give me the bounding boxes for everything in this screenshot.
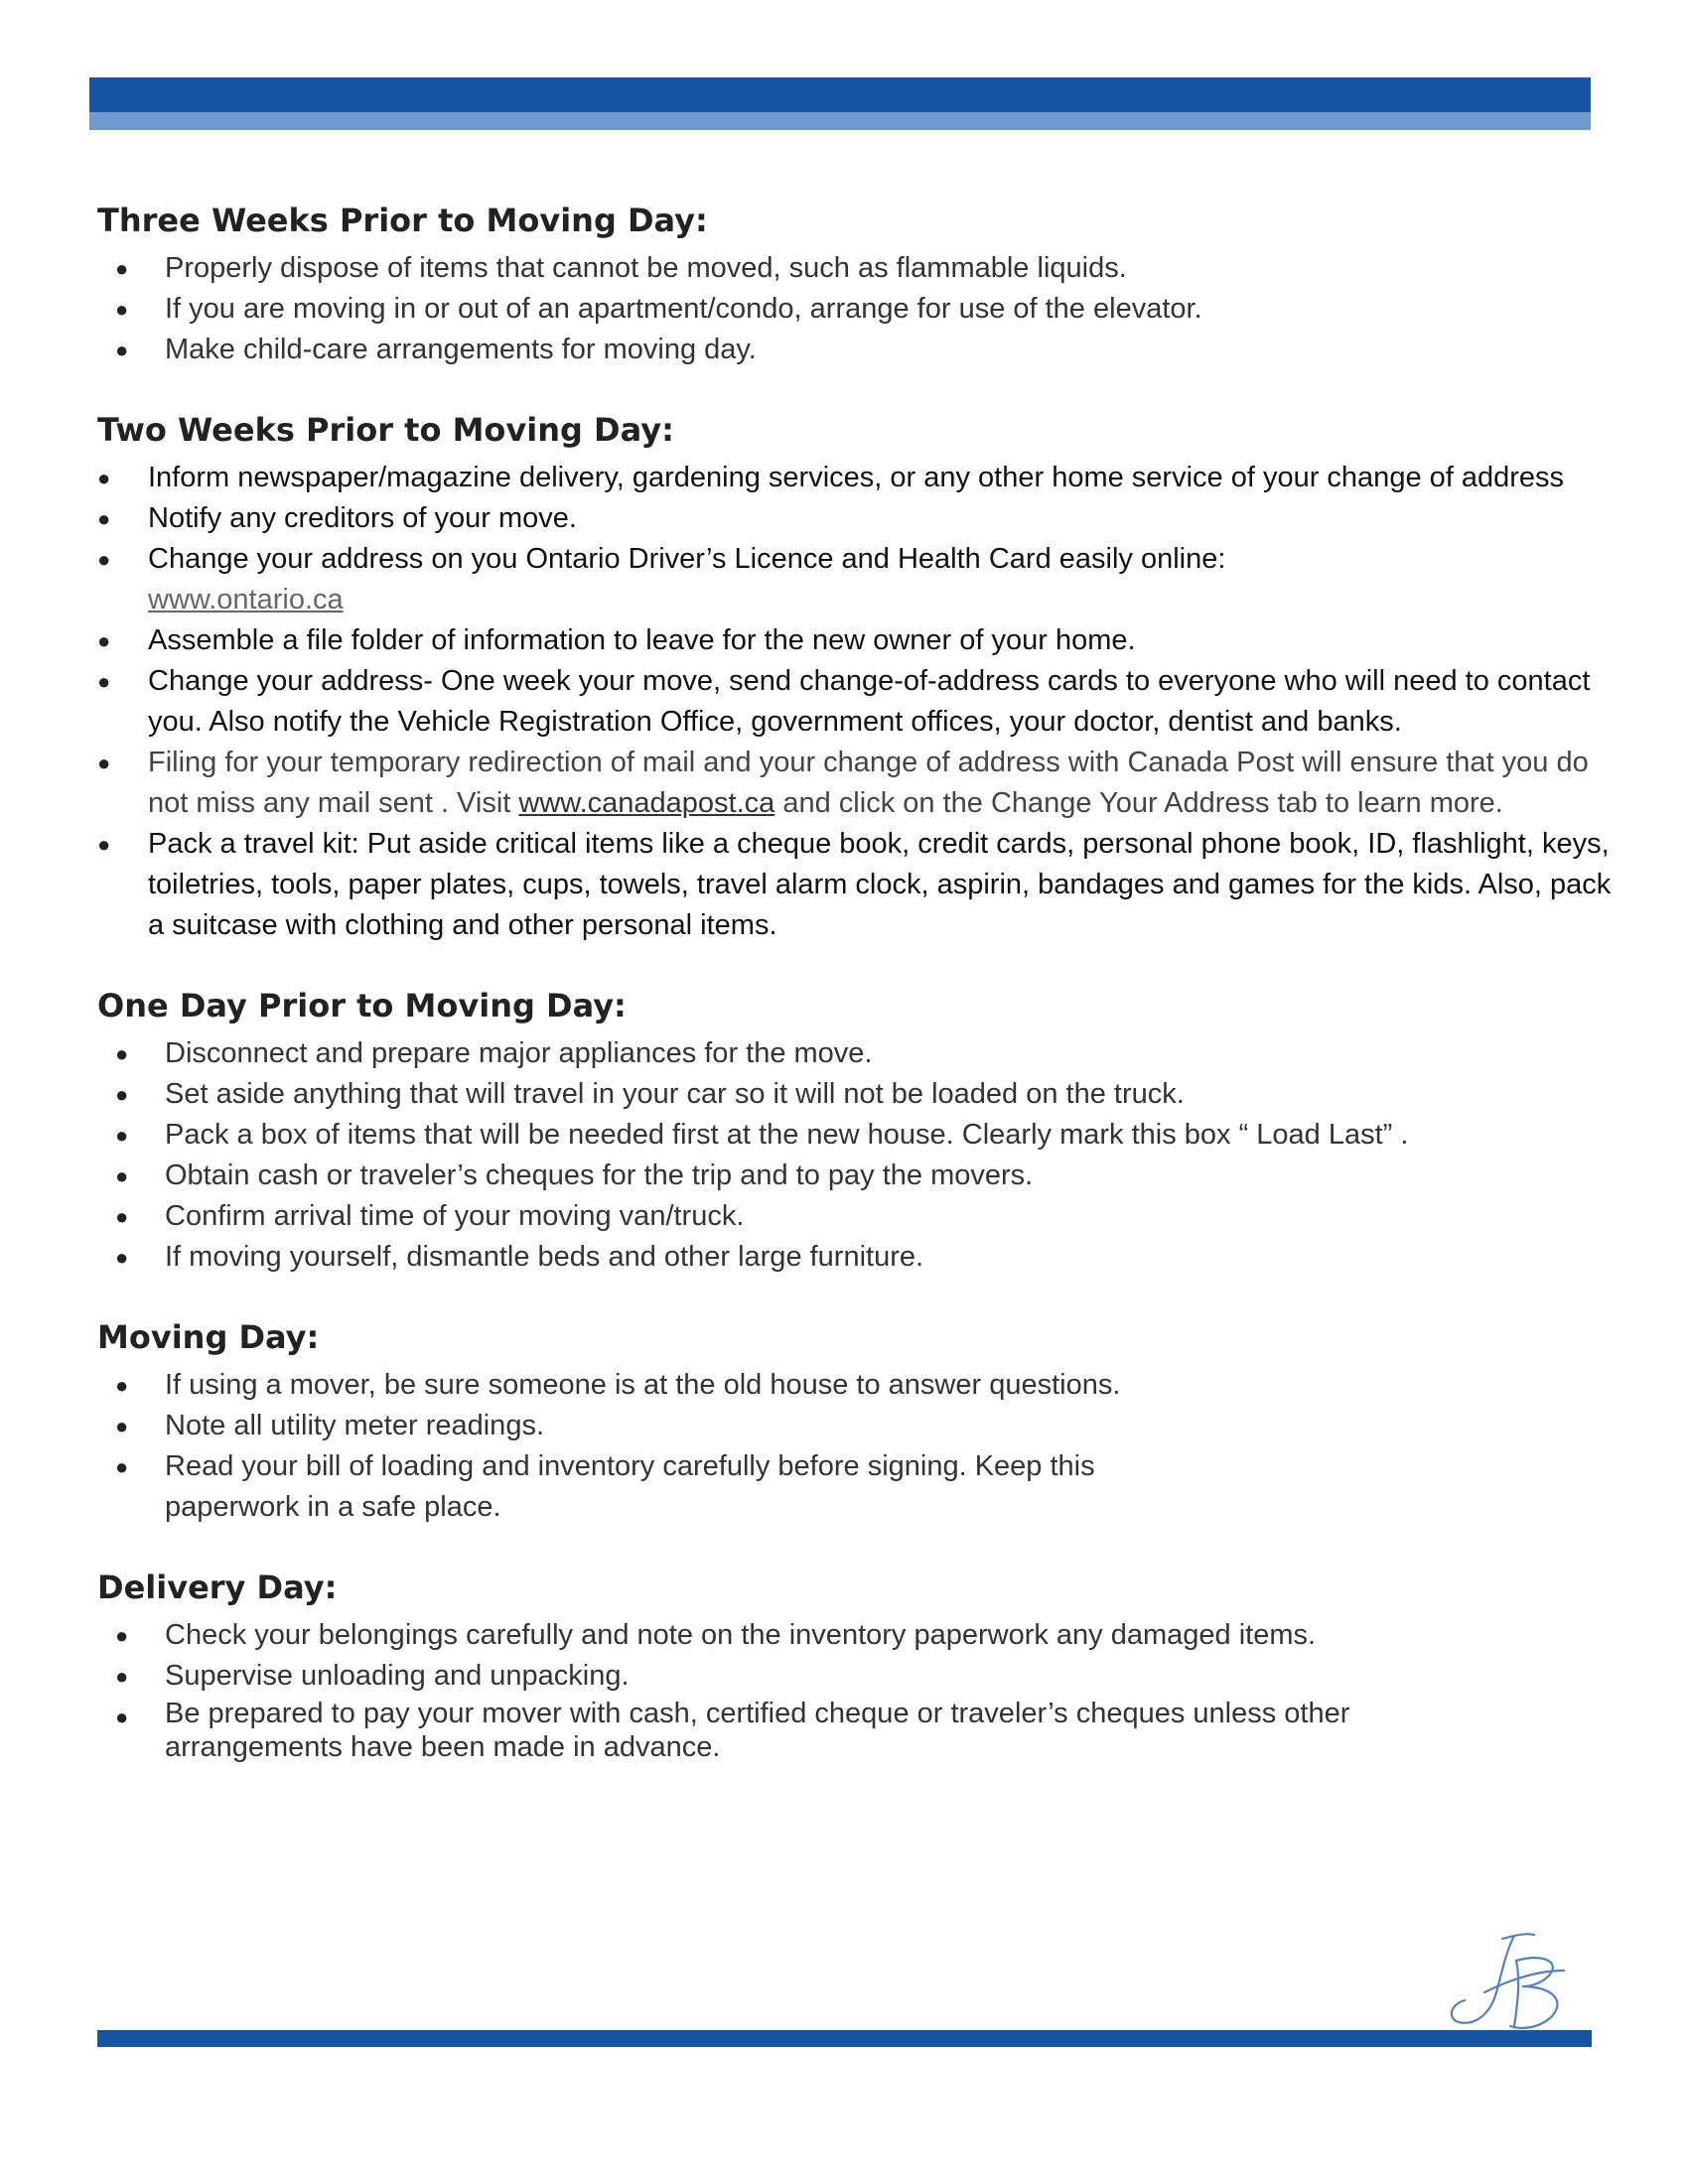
list-item: ● Check your belongings carefully and note on the inventory paperwork any damaged items.	[115, 1615, 1626, 1656]
list-item: ● Supervise unloading and unpacking.	[115, 1656, 1626, 1697]
section-three-weeks	[97, 199, 1626, 370]
header-band	[89, 77, 1591, 130]
checklist-content	[97, 199, 1626, 1802]
footer-band	[97, 2030, 1592, 2047]
list-item: ● Notify any creditors of your move.	[97, 498, 1626, 539]
list-item: ● Pack a travel kit: Put aside critical items like a cheque book, credit cards, personal phone book, ID, flashlight, keys, toiletries, tools, paper plates, cups, towels, travel alarm clock, aspirin, bandages and games for the kids. Also, pack a suitcase with clothing and other personal items.	[97, 824, 1626, 946]
list-item: ● Assemble a file folder of information to leave for the new owner of your home.	[97, 620, 1626, 661]
list-item: ● Pack a box of items that will be needed first at the new house. Clearly mark this box “ Load Last” .	[115, 1115, 1626, 1156]
bullet-icon: ●	[97, 628, 111, 653]
bullet-icon: ●	[115, 1082, 129, 1107]
canadapost-link[interactable]: www.canadapost.ca	[518, 787, 775, 819]
bullet-icon: ●	[115, 1623, 129, 1648]
section-heading: Delivery Day:	[97, 1569, 338, 1606]
list-item: ● Read your bill of loading and inventory carefully before signing. Keep this paperwork in a safe place.	[115, 1446, 1626, 1528]
list-item: ● Be prepared to pay your mover with cash, certified cheque or traveler’s cheques unless other arrangements have been made in advance.	[115, 1698, 1350, 1763]
bullet-icon: ●	[115, 1123, 129, 1148]
bullet-list	[97, 1033, 1626, 1278]
list-item: ● If using a mover, be sure someone is at the old house to answer questions.	[115, 1365, 1626, 1406]
bullet-icon: ●	[115, 297, 129, 322]
section-heading: Two Weeks Prior to Moving Day:	[97, 411, 674, 449]
bullet-icon: ●	[115, 1245, 129, 1270]
section-heading: One Day Prior to Moving Day:	[97, 987, 627, 1024]
bullet-icon: ●	[115, 338, 129, 362]
list-item: ● Filing for your temporary redirection of mail and your change of address with Canada Post will ensure that you do not miss any mail sent . Visit www.canadapost.ca and click on the Change Your Address tab to learn more.	[97, 743, 1626, 824]
list-item: ● Disconnect and prepare major appliances for the move.	[115, 1033, 1626, 1074]
bullet-icon: ●	[115, 1454, 129, 1479]
bullet-icon: ●	[97, 506, 111, 531]
ontario-link[interactable]: www.ontario.ca	[148, 584, 344, 615]
bullet-icon: ●	[97, 832, 111, 857]
bullet-list	[97, 458, 1626, 946]
section-heading: Moving Day:	[97, 1318, 320, 1356]
bullet-icon: ●	[115, 1414, 129, 1438]
bullet-list	[97, 248, 1626, 370]
bullet-icon: ●	[115, 1664, 129, 1689]
bullet-icon: ●	[115, 1204, 129, 1229]
list-item: ● Inform newspaper/magazine delivery, gardening services, or any other home service of your change of address	[97, 458, 1626, 498]
bullet-icon: ●	[115, 1373, 129, 1398]
list-item: ● Set aside anything that will travel in your car so it will not be loaded on the truck.	[115, 1074, 1626, 1115]
header-band-light	[89, 112, 1591, 130]
list-item: ● Change your address- One week your move, send change-of-address cards to everyone who will need to contact you. Also notify the Vehicle Registration Office, government offices, your doctor, dentist and banks.	[97, 661, 1626, 743]
list-item: ● If moving yourself, dismantle beds and other large furniture.	[115, 1237, 1626, 1278]
bullet-icon: ●	[97, 466, 111, 490]
bullet-icon: ●	[97, 751, 111, 775]
header-band-dark	[89, 77, 1591, 112]
bullet-icon: ●	[115, 1041, 129, 1066]
list-item: ● Note all utility meter readings.	[115, 1406, 1626, 1446]
list-item: ● Change your address on you Ontario Driver’s Licence and Health Card easily online: www.ontario.ca	[97, 539, 1626, 620]
bullet-icon: ●	[115, 1705, 129, 1729]
bullet-icon: ●	[115, 256, 129, 281]
section-two-weeks	[97, 408, 1626, 946]
bullet-icon: ●	[97, 669, 111, 694]
bullet-list	[97, 1365, 1626, 1528]
section-moving-day	[97, 1315, 1626, 1528]
list-item: ● Obtain cash or traveler’s cheques for the trip and to pay the movers.	[115, 1156, 1626, 1196]
list-item: ● Confirm arrival time of your moving van/truck.	[115, 1196, 1626, 1237]
list-item: ● Properly dispose of items that cannot be moved, such as flammable liquids.	[115, 248, 1626, 289]
section-one-day	[97, 984, 1626, 1278]
list-item: ● If you are moving in or out of an apartment/condo, arrange for use of the elevator.	[115, 289, 1626, 330]
bullet-icon: ●	[97, 547, 111, 572]
list-item: ● Make child-care arrangements for moving day.	[115, 330, 1626, 370]
section-heading: Three Weeks Prior to Moving Day:	[97, 202, 708, 239]
bullet-list	[97, 1615, 1626, 1764]
bullet-icon: ●	[115, 1163, 129, 1188]
section-delivery-day	[97, 1566, 1626, 1764]
jb-logo-icon	[1445, 1931, 1574, 2035]
